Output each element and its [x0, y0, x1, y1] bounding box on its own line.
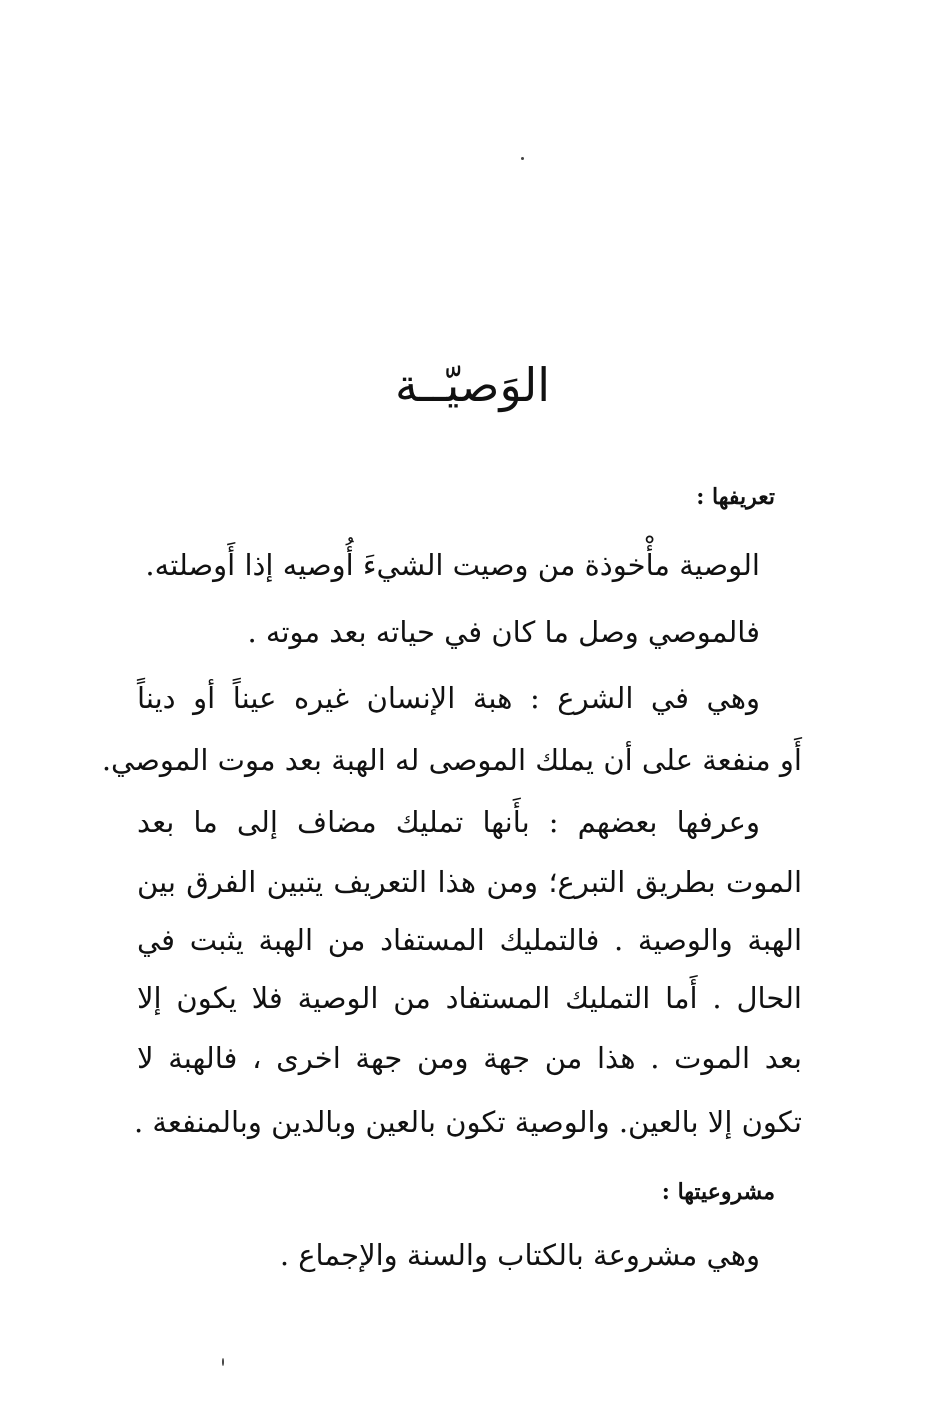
paragraph-line: الحال . أَما التمليك المستفاد من الوصية فلا يكون إلا — [137, 981, 802, 1015]
scan-speck — [521, 157, 524, 160]
paragraph-line: بعد الموت . هذا من جهة ومن جهة اخرى ، فالهبة لا — [137, 1041, 802, 1075]
paragraph-line: وهي في الشرع : هبة الإنسان غيره عيناً أو ديناً — [137, 681, 760, 715]
paragraph-line: الموت بطريق التبرع؛ ومن هذا التعريف يتبين الفرق بين — [137, 865, 802, 899]
paragraph-line: أَو منفعة على أن يملك الموصى له الهبة بعد موت الموصي. — [101, 743, 802, 777]
paragraph-line: تكون إلا بالعين. والوصية تكون بالعين وبالدين وبالمنفعة . — [133, 1105, 802, 1139]
paragraph-line: وعرفها بعضهم : بأَنها تمليك مضاف إلى ما بعد — [137, 805, 760, 839]
paragraph-line: الوصية مأْخوذة من وصيت الشيءَ أُوصيه إذا أَوصلته. — [145, 548, 760, 582]
paragraph-line: وهي مشروعة بالكتاب والسنة والإجماع . — [279, 1238, 760, 1272]
scan-speck — [222, 1358, 224, 1366]
page-title: الوَصيّــة — [394, 358, 551, 412]
paragraph-line: الهبة والوصية . فالتمليك المستفاد من الهبة يثبت في — [137, 923, 802, 957]
paragraph-line: فالموصي وصل ما كان في حياته بعد موته . — [247, 615, 760, 649]
section-heading-definition: تعريفها : — [696, 484, 775, 510]
section-heading-legitimacy: مشروعيتها : — [661, 1179, 775, 1205]
